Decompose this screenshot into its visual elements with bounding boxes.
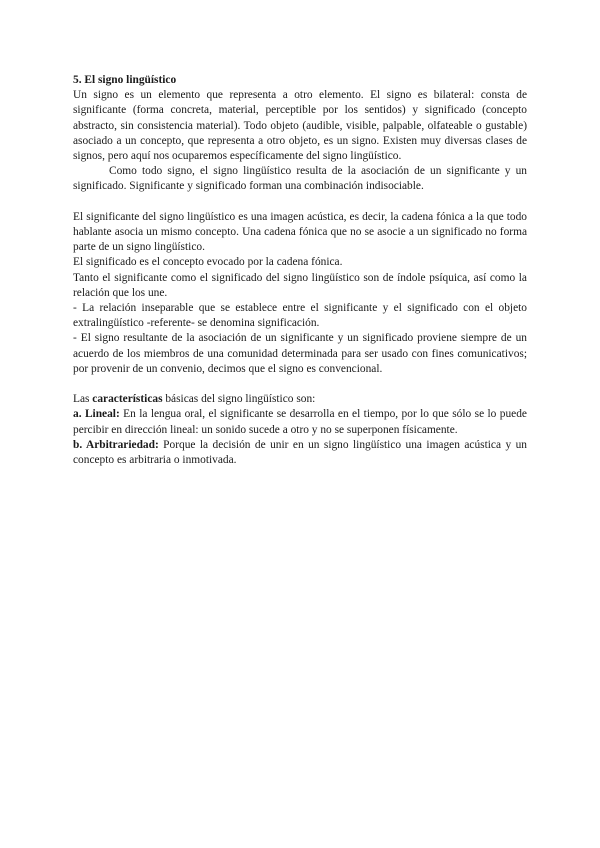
characteristics-intro-suffix: básicas del signo lingüístico son:: [162, 393, 316, 406]
significacion-paragraph: - La relación inseparable que se establece entre el significante y el significado con el objeto extralingüístico -referente- se denomina significación.: [73, 302, 527, 330]
convencional-paragraph: - El signo resultante de la asociación de un significante y un significado proviene siempre de un acuerdo de los miembros de una comunidad determinada para ser usado con fines comunicativos; por provenir de un convenio, decimos que el signo es convencional.: [73, 332, 527, 375]
characteristic-label: a. Lineal:: [73, 408, 120, 421]
characteristics-intro-prefix: Las: [73, 393, 93, 406]
document-body: [73, 73, 527, 468]
characteristic-label: b. Arbitrariedad:: [73, 438, 159, 451]
significante-paragraph: El significante del signo lingüístico es una imagen acústica, es decir, la cadena fónica a la que todo hablante asocia un mismo concepto. Una cadena fónica que no se asocie a un significado no forma parte de un signo lingüístico.: [73, 210, 527, 254]
paragraph-gap: [73, 377, 527, 392]
characteristic-text: En la lengua oral, el significante se desarrolla en el tiempo, por lo que sólo se lo puede percibir en dirección lineal: un sonido sucede a otro y no se superponen físicamente.: [73, 408, 527, 436]
section-heading: 5. El signo lingüístico: [73, 74, 177, 86]
characteristic-item-lineal: [73, 407, 527, 437]
psychic-nature-paragraph: Tanto el significante como el significado del signo lingüístico son de índole psíquica, así como la relación que los une.: [73, 271, 527, 299]
paragraph-gap: [73, 195, 527, 210]
indented-paragraph: Como todo signo, el signo lingüístico resulta de la asociación de un significante y un significado. Significante y significado forman una combinación indisociable.: [73, 165, 527, 193]
characteristic-item-arbitrariedad: [73, 438, 527, 468]
characteristic-text: Porque la decisión de unir en un signo lingüístico una imagen acústica y un concepto es arbitraria o inmotivada.: [73, 438, 527, 467]
intro-paragraph: Un signo es un elemento que representa a otro elemento. El signo es bilateral: consta de significante (forma concreta, material, perceptible por los sentidos) y significado (concepto abstracto, sin consistencia material). Todo objeto (audible, visible, palpable, olfateable o gustable) asociado a un concepto, que representa a otro objeto, es un signo. Existen muy diversas clases de signos, pero aquí nos ocuparemos específicamente del signo lingüístico.: [73, 89, 527, 163]
significado-paragraph: El significado es el concepto evocado por la cadena fónica.: [73, 256, 343, 269]
characteristics-intro: [73, 392, 527, 407]
characteristics-intro-bold: características: [92, 393, 163, 406]
